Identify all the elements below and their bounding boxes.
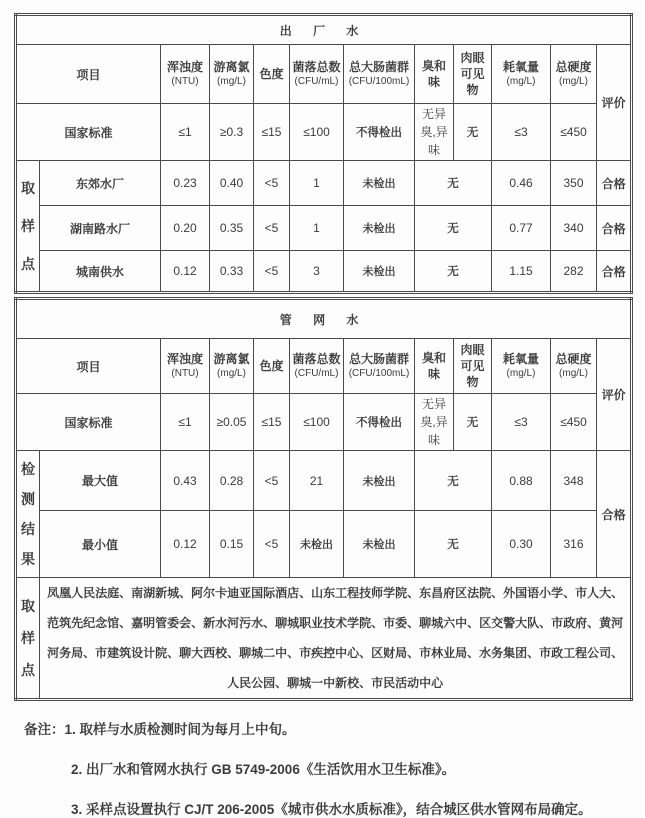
standard-turbidity: ≤1: [161, 394, 210, 451]
factory-col-colony: [290, 45, 344, 104]
standard-visible: 无: [454, 394, 492, 451]
cell-value: 0.15: [210, 511, 254, 578]
cell-value: 0.46: [492, 161, 551, 206]
network-col-odor: [415, 339, 454, 394]
cell-value: 无: [415, 451, 492, 511]
col-unit: (mg/L): [506, 368, 536, 380]
col-label: 游离氯: [213, 352, 250, 367]
standard-colony: ≤100: [290, 394, 344, 451]
sampling-points-row: [16, 578, 632, 700]
col-label: 臭和味: [421, 58, 446, 89]
vertical-label: 取样点: [21, 180, 35, 272]
stat-name: 最小值: [40, 511, 161, 578]
col-unit: (NTU): [171, 76, 199, 88]
col-label: 总硬度: [555, 60, 592, 75]
cell-value: 350: [551, 161, 597, 206]
cell-value: <5: [254, 251, 290, 293]
vertical-label: 检测结果: [21, 461, 35, 567]
cell-value: 0.12: [161, 251, 210, 293]
col-unit: (mg/L): [559, 368, 588, 380]
cell-value: 未检出: [290, 511, 344, 578]
standard-chlorine: ≥0.05: [210, 394, 254, 451]
factory-eval-header: 评价: [597, 45, 632, 161]
cell-value: 未检出: [344, 451, 415, 511]
plant-name: 东郊水厂: [40, 161, 161, 206]
factory-col-odor: [415, 45, 454, 104]
cell-value: 0.35: [210, 206, 254, 251]
col-unit: (mg/L): [217, 368, 246, 380]
network-col-coliform: [344, 339, 415, 394]
col-label: 肉眼可见物: [460, 342, 485, 390]
network-col-chlorine: [210, 339, 254, 394]
factory-col-oxygen: [492, 45, 551, 104]
col-label: 总硬度: [555, 352, 592, 367]
col-label: 肉眼可见物: [460, 50, 485, 98]
factory-col-chlorine: [210, 45, 254, 104]
note-text: 1. 取样与水质检测时间为每月上中旬。: [64, 722, 296, 737]
col-label: 色度: [259, 66, 284, 81]
network-eval-header: 评价: [597, 339, 632, 451]
standard-color: ≤15: [254, 104, 290, 161]
evaluation-value: 合格: [597, 451, 632, 578]
standard-hardness: ≤450: [551, 104, 597, 161]
col-label: 菌落总数: [292, 60, 341, 75]
factory-col-hardness: [551, 45, 597, 104]
standard-coliform: 不得检出: [344, 104, 415, 161]
table-row: [16, 161, 632, 206]
cell-value: 316: [551, 511, 597, 578]
network-table-title: 管 网 水: [16, 299, 632, 339]
standard-turbidity: ≤1: [161, 104, 210, 161]
standard-odor: 无异臭,异味: [415, 394, 454, 451]
col-unit: (mg/L): [559, 76, 588, 88]
standard-oxygen: ≤3: [492, 394, 551, 451]
cell-value: 1: [290, 161, 344, 206]
col-label: 耗氧量: [502, 60, 539, 75]
sampling-points-list: 凤凰人民法庭、南湖新城、阿尔卡迪亚国际酒店、山东工程技师学院、东昌府区法院、外国语小学、市人大、范筑先纪念馆、嘉明管委会、新水河污水、聊城职业技术学院、市委、聊城六中、区交警大队、市政府、黄河河务局、市建筑设计院、聊大西校、聊城二中、市疾控中心、区财局、市林业局、水务集团、市政工程公司、人民公园、聊城一中新校、市民活动中心: [40, 578, 632, 700]
cell-value: <5: [254, 451, 290, 511]
standard-color: ≤15: [254, 394, 290, 451]
network-col-hardness: [551, 339, 597, 394]
stat-name: 最大值: [40, 451, 161, 511]
cell-value: 无: [415, 251, 492, 293]
standard-hardness: ≤450: [551, 394, 597, 451]
col-label: 总大肠菌群: [348, 60, 409, 75]
table-row: [16, 251, 632, 293]
standard-odor: 无异臭,异味: [415, 104, 454, 161]
cell-value: <5: [254, 161, 290, 206]
table-row: [16, 206, 632, 251]
cell-value: <5: [254, 511, 290, 578]
network-item-header: 项目: [16, 339, 161, 394]
notes-label: 备注：: [24, 722, 65, 737]
cell-value: 340: [551, 206, 597, 251]
factory-water-table: [14, 13, 633, 294]
standard-oxygen: ≤3: [492, 104, 551, 161]
network-col-turbidity: [161, 339, 210, 394]
table-row: [16, 451, 632, 511]
cell-value: 348: [551, 451, 597, 511]
network-col-visible: [454, 339, 492, 394]
cell-value: 0.40: [210, 161, 254, 206]
note-line: 3. 采样点设置执行 CJ/T 206-2005《城市供水水质标准》，结合城区供水管网布局确定。: [71, 802, 592, 817]
network-col-oxygen: [492, 339, 551, 394]
col-label: 总大肠菌群: [348, 352, 409, 367]
col-label: 游离氯: [213, 60, 250, 75]
cell-value: 0.33: [210, 251, 254, 293]
col-unit: (mg/L): [506, 76, 536, 88]
factory-col-turbidity: [161, 45, 210, 104]
cell-value: 无: [415, 206, 492, 251]
standard-visible: 无: [454, 104, 492, 161]
evaluation-value: 合格: [597, 161, 632, 206]
note-line: 2. 出厂水和管网水执行 GB 5749-2006《生活饮用水卫生标准》。: [71, 762, 456, 777]
cell-value: 未检出: [344, 161, 415, 206]
vertical-label: 取样点: [21, 598, 35, 678]
cell-value: 无: [415, 511, 492, 578]
cell-value: 0.30: [492, 511, 551, 578]
cell-value: 0.12: [161, 511, 210, 578]
cell-value: 无: [415, 161, 492, 206]
cell-value: 21: [290, 451, 344, 511]
col-unit: (CFU/100mL): [348, 76, 410, 88]
col-label: 菌落总数: [292, 352, 341, 367]
col-unit: (CFU/mL): [294, 76, 339, 88]
cell-value: 282: [551, 251, 597, 293]
factory-col-color: [254, 45, 290, 104]
col-label: 耗氧量: [502, 352, 539, 367]
cell-value: 0.88: [492, 451, 551, 511]
plant-name: 城南供水: [40, 251, 161, 293]
network-col-colony: [290, 339, 344, 394]
sampling-point-group-label: [16, 578, 40, 700]
standard-chlorine: ≥0.3: [210, 104, 254, 161]
notes-section: [14, 718, 631, 818]
cell-value: 0.20: [161, 206, 210, 251]
col-unit: (NTU): [171, 368, 199, 380]
cell-value: 0.43: [161, 451, 210, 511]
cell-value: 1: [290, 206, 344, 251]
sampling-point-group-label: [16, 161, 40, 293]
factory-col-visible: [454, 45, 492, 104]
standard-coliform: 不得检出: [344, 394, 415, 451]
factory-standard-label: 国家标准: [16, 104, 161, 161]
col-unit: (CFU/mL): [294, 368, 339, 380]
col-label: 浑浊度: [166, 352, 203, 367]
factory-item-header: 项目: [16, 45, 161, 104]
cell-value: 1.15: [492, 251, 551, 293]
table-row: [16, 511, 632, 578]
col-unit: (mg/L): [217, 76, 246, 88]
cell-value: 0.77: [492, 206, 551, 251]
factory-col-coliform: [344, 45, 415, 104]
col-label: 臭和味: [421, 350, 446, 381]
note-line: [24, 718, 631, 738]
cell-value: 0.23: [161, 161, 210, 206]
test-result-group-label: [16, 451, 40, 578]
cell-value: 3: [290, 251, 344, 293]
plant-name: 湖南路水厂: [40, 206, 161, 251]
network-col-color: [254, 339, 290, 394]
evaluation-value: 合格: [597, 206, 632, 251]
network-standard-label: 国家标准: [16, 394, 161, 451]
cell-value: 0.28: [210, 451, 254, 511]
col-label: 色度: [259, 358, 284, 373]
cell-value: 未检出: [344, 206, 415, 251]
cell-value: <5: [254, 206, 290, 251]
factory-table-title: 出 厂 水: [16, 15, 632, 45]
cell-value: 未检出: [344, 251, 415, 293]
standard-colony: ≤100: [290, 104, 344, 161]
evaluation-value: 合格: [597, 251, 632, 293]
col-label: 浑浊度: [166, 60, 203, 75]
cell-value: 未检出: [344, 511, 415, 578]
network-water-table: [14, 297, 633, 701]
col-unit: (CFU/100mL): [348, 368, 410, 380]
